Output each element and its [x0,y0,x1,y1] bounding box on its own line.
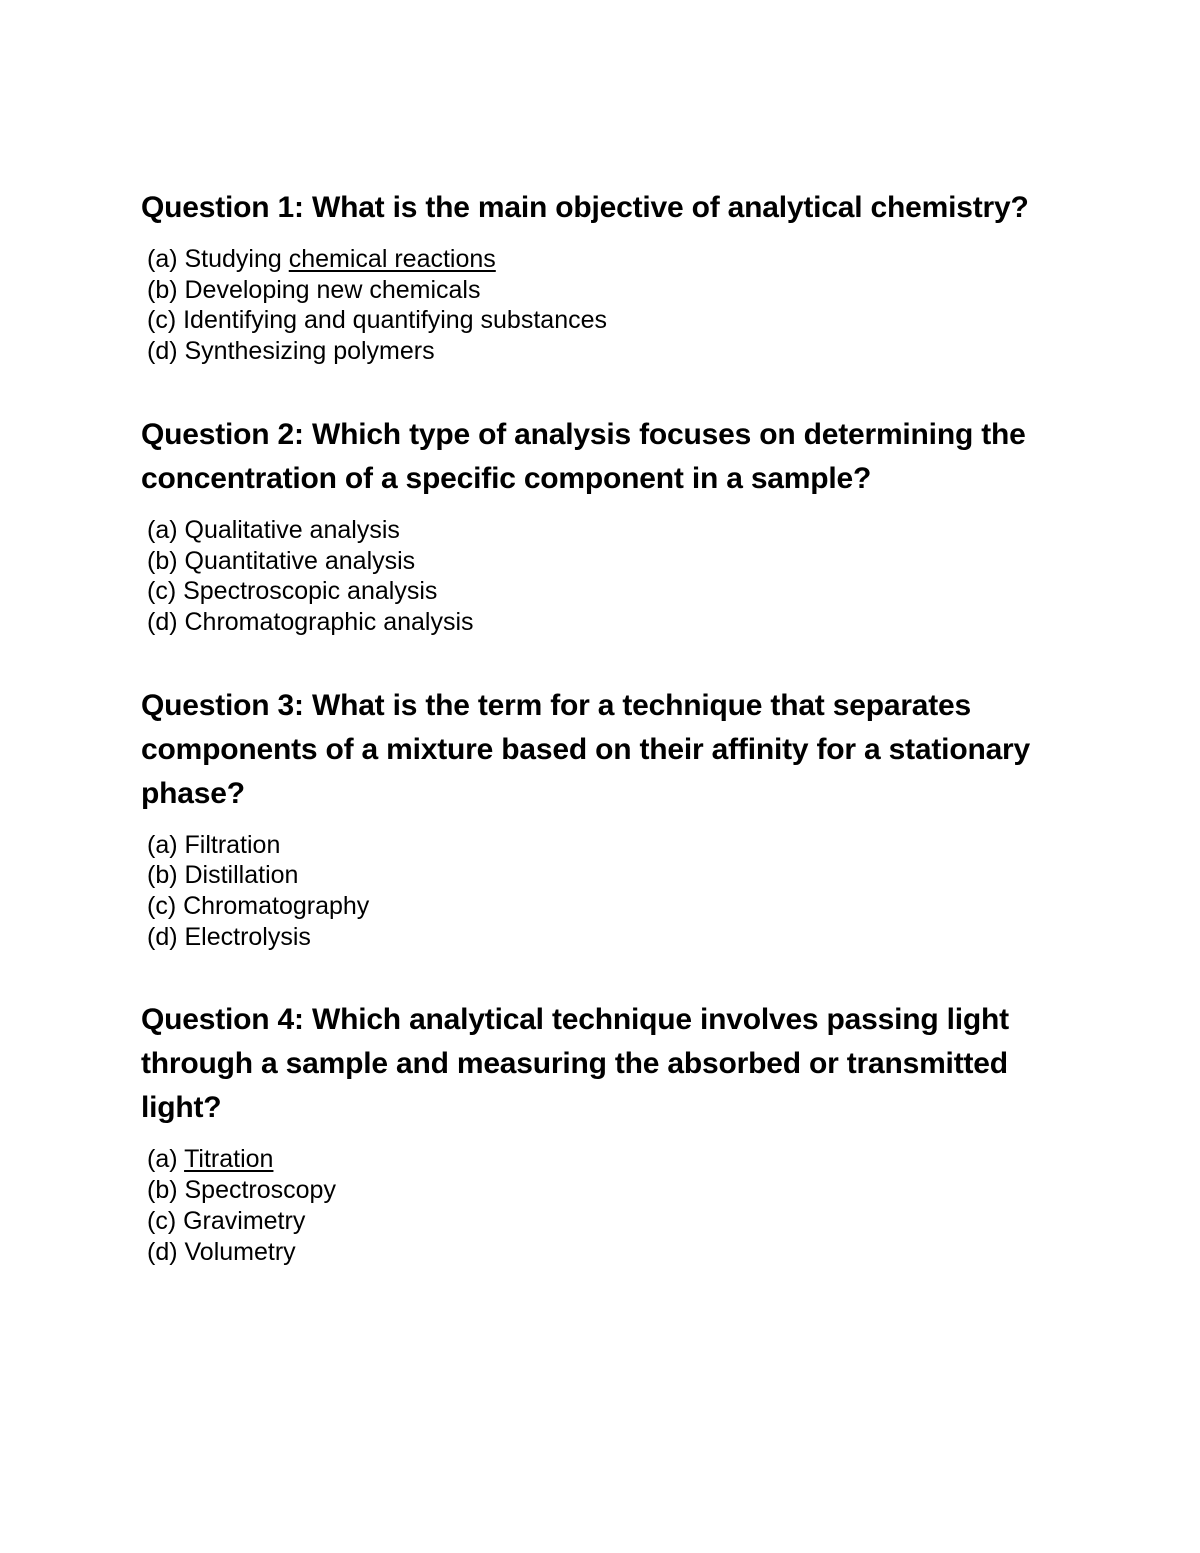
question-4-options [141,1144,1081,1267]
question-4-option-d [147,1237,1081,1268]
question-1-option-c [147,305,1081,336]
question-2-option-b [147,546,1081,577]
question-3-options [141,830,1081,953]
question-4-option-a [147,1144,1081,1175]
question-2-option-d [147,607,1081,638]
question-4-option-c [147,1206,1081,1237]
option-text: (c) Chromatography [147,892,370,921]
option-text: (b) Quantitative analysis [147,546,416,575]
option-text: (a) [147,1145,185,1174]
question-2 [141,413,1081,638]
question-1 [141,186,1081,367]
option-text: (d) Electrolysis [147,922,311,951]
question-4-title: Question 4: Which analytical technique involves passing light through a sample and measuring the absorbed or transmitted light? [141,1003,1009,1125]
option-text: (a) Qualitative analysis [147,515,400,544]
question-4 [141,998,1081,1267]
option-text: (d) Chromatographic analysis [147,607,474,636]
underlined-text: Titration [184,1145,274,1174]
question-2-title: Question 2: Which type of analysis focuses on determining the concentration of a specific component in a sample? [141,417,1026,495]
question-1-option-a [147,244,1081,275]
question-4-option-b [147,1175,1081,1206]
question-3 [141,684,1081,953]
question-3-option-d [147,922,1081,953]
question-1-title: Question 1: What is the main objective of analytical chemistry? [141,191,1029,224]
question-2-options [141,515,1081,638]
underlined-text: chemical reactions [288,245,496,273]
question-2-option-c [147,576,1081,607]
option-text: (c) Identifying and quantifying substances [147,306,607,335]
option-text: (c) Spectroscopic analysis [147,577,438,606]
question-1-options [141,244,1081,367]
option-text: (a) Studying [147,245,289,273]
question-2-option-a [147,515,1081,546]
option-text: (d) Synthesizing polymers [147,337,435,366]
question-3-title: Question 3: What is the term for a technique that separates components of a mixture based on their affinity for a stationary phase? [141,688,1031,810]
question-3-option-b [147,860,1081,891]
document-page [141,186,1081,1267]
option-text: (d) Volumetry [147,1237,296,1266]
question-1-option-d [147,336,1081,367]
option-text: (a) Filtration [147,830,281,859]
question-3-option-a [147,830,1081,861]
question-1-option-b [147,275,1081,306]
option-text: (b) Spectroscopy [147,1176,336,1205]
question-3-option-c [147,891,1081,922]
option-text: (c) Gravimetry [147,1206,306,1235]
option-text: (b) Distillation [147,861,299,890]
option-text: (b) Developing new chemicals [147,275,481,304]
